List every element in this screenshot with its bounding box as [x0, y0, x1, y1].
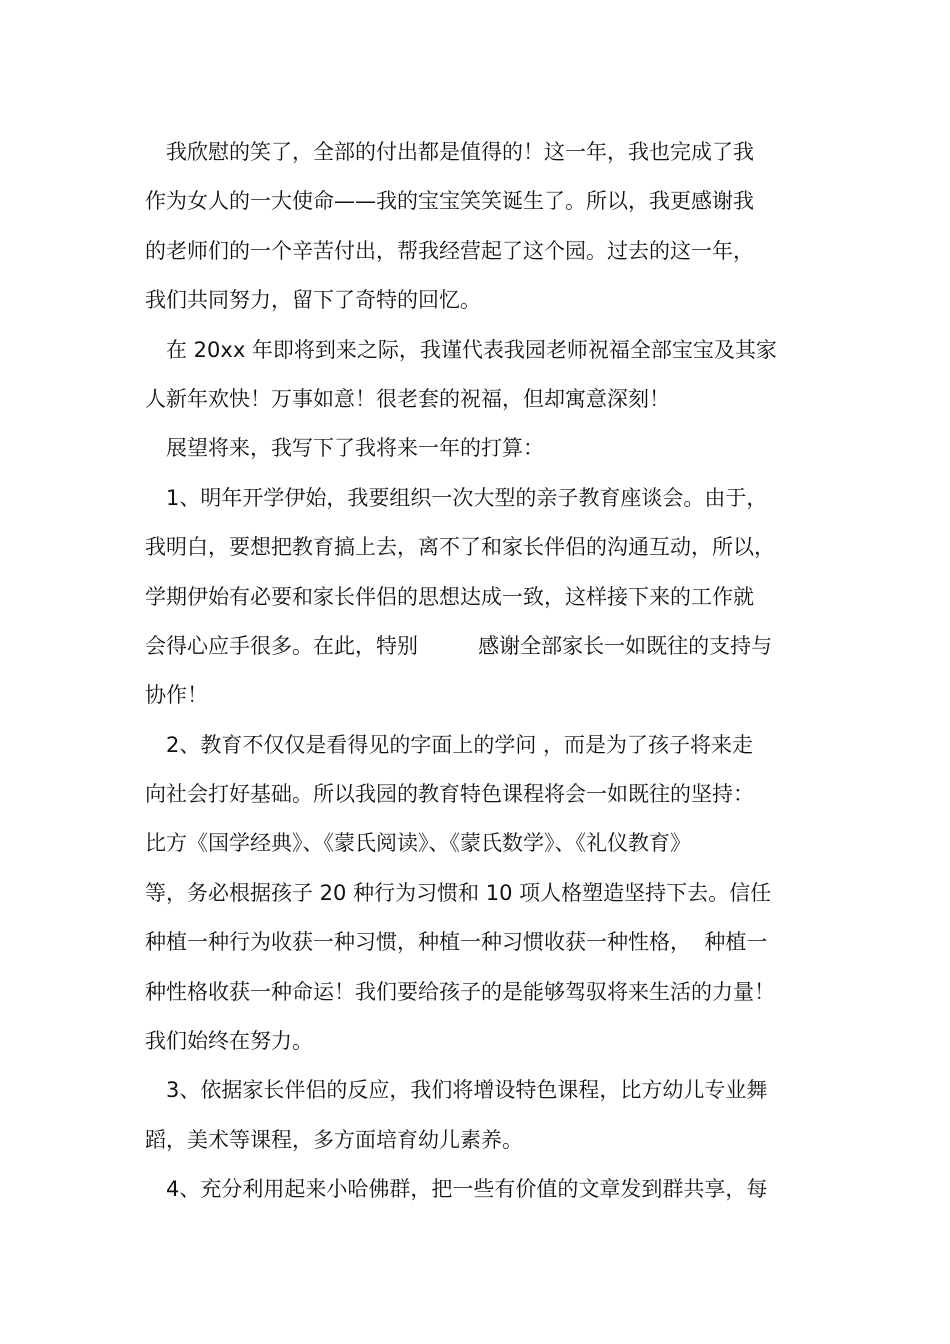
- text-line: 在 20xx 年即将到来之际，我谨代表我园老师祝福全部宝宝及其家: [166, 337, 777, 362]
- text-line: 蹈，美术等课程，多方面培育幼儿素养。: [145, 1127, 523, 1152]
- text-line: 人新年欢快！万事如意！很老套的祝福，但却寓意深刻！: [145, 386, 670, 411]
- text-line: 会得心应手很多。在此，特别 感谢全部家长一如既往的支持与: [145, 633, 773, 658]
- text-line: 1、明年开学伊始，我要组织一次大型的亲子教育座谈会。由于，: [166, 485, 768, 510]
- text-line: 3、依据家长伴侣的反应，我们将增设特色课程，比方幼儿专业舞: [166, 1078, 768, 1103]
- text-line: 种植一种行为收获一种习惯，种植一种习惯收获一种性格， 种植一: [145, 930, 768, 955]
- text-line: 我们共同努力，留下了奇特的回忆。: [145, 288, 481, 313]
- paragraph-plan-item-4: [145, 1165, 817, 1214]
- paragraph-plan-item-1: [145, 474, 817, 721]
- paragraph-plan-item-2: [145, 721, 817, 1067]
- text-line: 4、充分利用起来小哈佛群，把一些有价值的文章发到群共享，每: [166, 1177, 768, 1202]
- paragraph-reflection: [145, 128, 817, 326]
- text-line: 学期伊始有必要和家长伴侣的思想达成一致，这样接下来的工作就: [145, 584, 754, 609]
- paragraph-plan-item-3: [145, 1066, 817, 1165]
- text-line: 协作！: [145, 683, 208, 708]
- paragraph-new-year-wishes: [145, 326, 817, 425]
- text-line: 我欣慰的笑了，全部的付出都是值得的！这一年，我也完成了我: [166, 140, 754, 164]
- text-line: 作为女人的一大使命——我的宝宝笑笑诞生了。所以，我更感谢我: [145, 189, 754, 214]
- text-line: 向社会打好基础。所以我园的教育特色课程将会一如既往的坚持：: [145, 782, 754, 807]
- document-body: [145, 128, 817, 1215]
- text-line: 我明白，要想把教育搞上去，离不了和家长伴侣的沟通互动，所以，: [145, 535, 775, 560]
- text-line: 等，务必根据孩子 20 种行为习惯和 10 项人格塑造坚持下去。信任: [145, 880, 772, 905]
- text-line: 比方《国学经典》、《蒙氏阅读》、《蒙氏数学》、《礼仪教育》: [145, 831, 691, 856]
- text-line: 展望将来，我写下了我将来一年的打算：: [166, 436, 544, 461]
- text-line: 种性格收获一种命运！我们要给孩子的是能够驾驭将来生活的力量！: [145, 979, 775, 1004]
- text-line: 我们始终在努力。: [145, 1029, 313, 1054]
- text-line: 2、教育不仅仅是看得见的字面上的学问 ，而是为了孩子将来走: [166, 732, 754, 757]
- text-line: 的老师们的一个辛苦付出，帮我经营起了这个园。过去的这一年，: [145, 238, 754, 263]
- paragraph-plan-intro: [145, 424, 817, 473]
